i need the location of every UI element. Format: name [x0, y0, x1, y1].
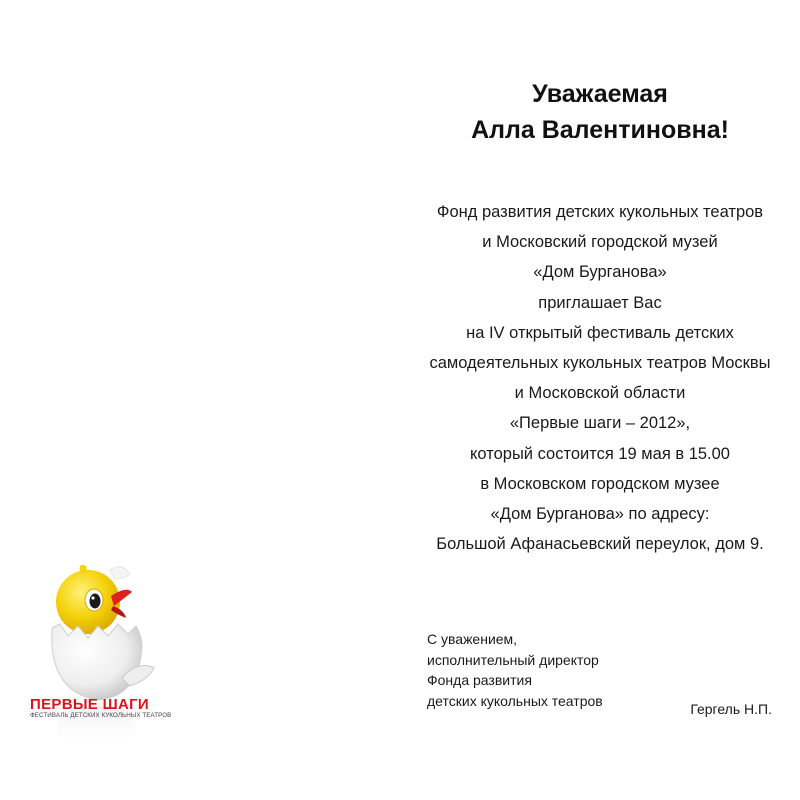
body-line: и Московской области — [514, 384, 686, 403]
signature-line: Фонда развития — [427, 672, 532, 689]
body-line: «Дом Бурганова» — [533, 263, 667, 282]
greeting-line-2: Алла Валентиновна! — [471, 116, 729, 144]
body-line: «Дом Бурганова» по адресу: — [490, 505, 710, 524]
festival-logo-subtitle: ФЕСТИВАЛЬ ДЕТСКИХ КУКОЛЬНЫХ ТЕАТРОВ — [30, 712, 172, 719]
body-line: самодеятельных кукольных театров Москвы — [429, 354, 771, 373]
chick-in-egg-icon — [18, 540, 178, 760]
body-line: приглашает Вас — [538, 293, 662, 312]
body-line: «Первые шаги – 2012», — [509, 414, 691, 433]
body-line: на IV открытый фестиваль детских — [466, 323, 734, 342]
greeting-line-1: Уважаемая — [532, 80, 668, 108]
festival-logo-title: ПЕРВЫЕ ШАГИ — [30, 696, 149, 713]
body-line: в Московском городском музее — [480, 474, 720, 493]
invitation-text — [400, 197, 800, 559]
signature-line: детских кукольных театров — [427, 693, 603, 710]
body-line: Большой Афанасьевский переулок, дом 9. — [436, 535, 764, 554]
greeting — [400, 76, 800, 148]
signature-block — [427, 629, 603, 712]
signature-line: исполнительный директор — [427, 651, 599, 668]
signature-line: С уважением, — [427, 631, 518, 647]
signatory-name: Гергель Н.П. — [690, 701, 772, 717]
body-line: Фонд развития детских кукольных театров — [436, 203, 764, 221]
body-line: и Московский городской музей — [482, 233, 718, 252]
body-line: который состоится 19 мая в 15.00 — [470, 444, 730, 463]
